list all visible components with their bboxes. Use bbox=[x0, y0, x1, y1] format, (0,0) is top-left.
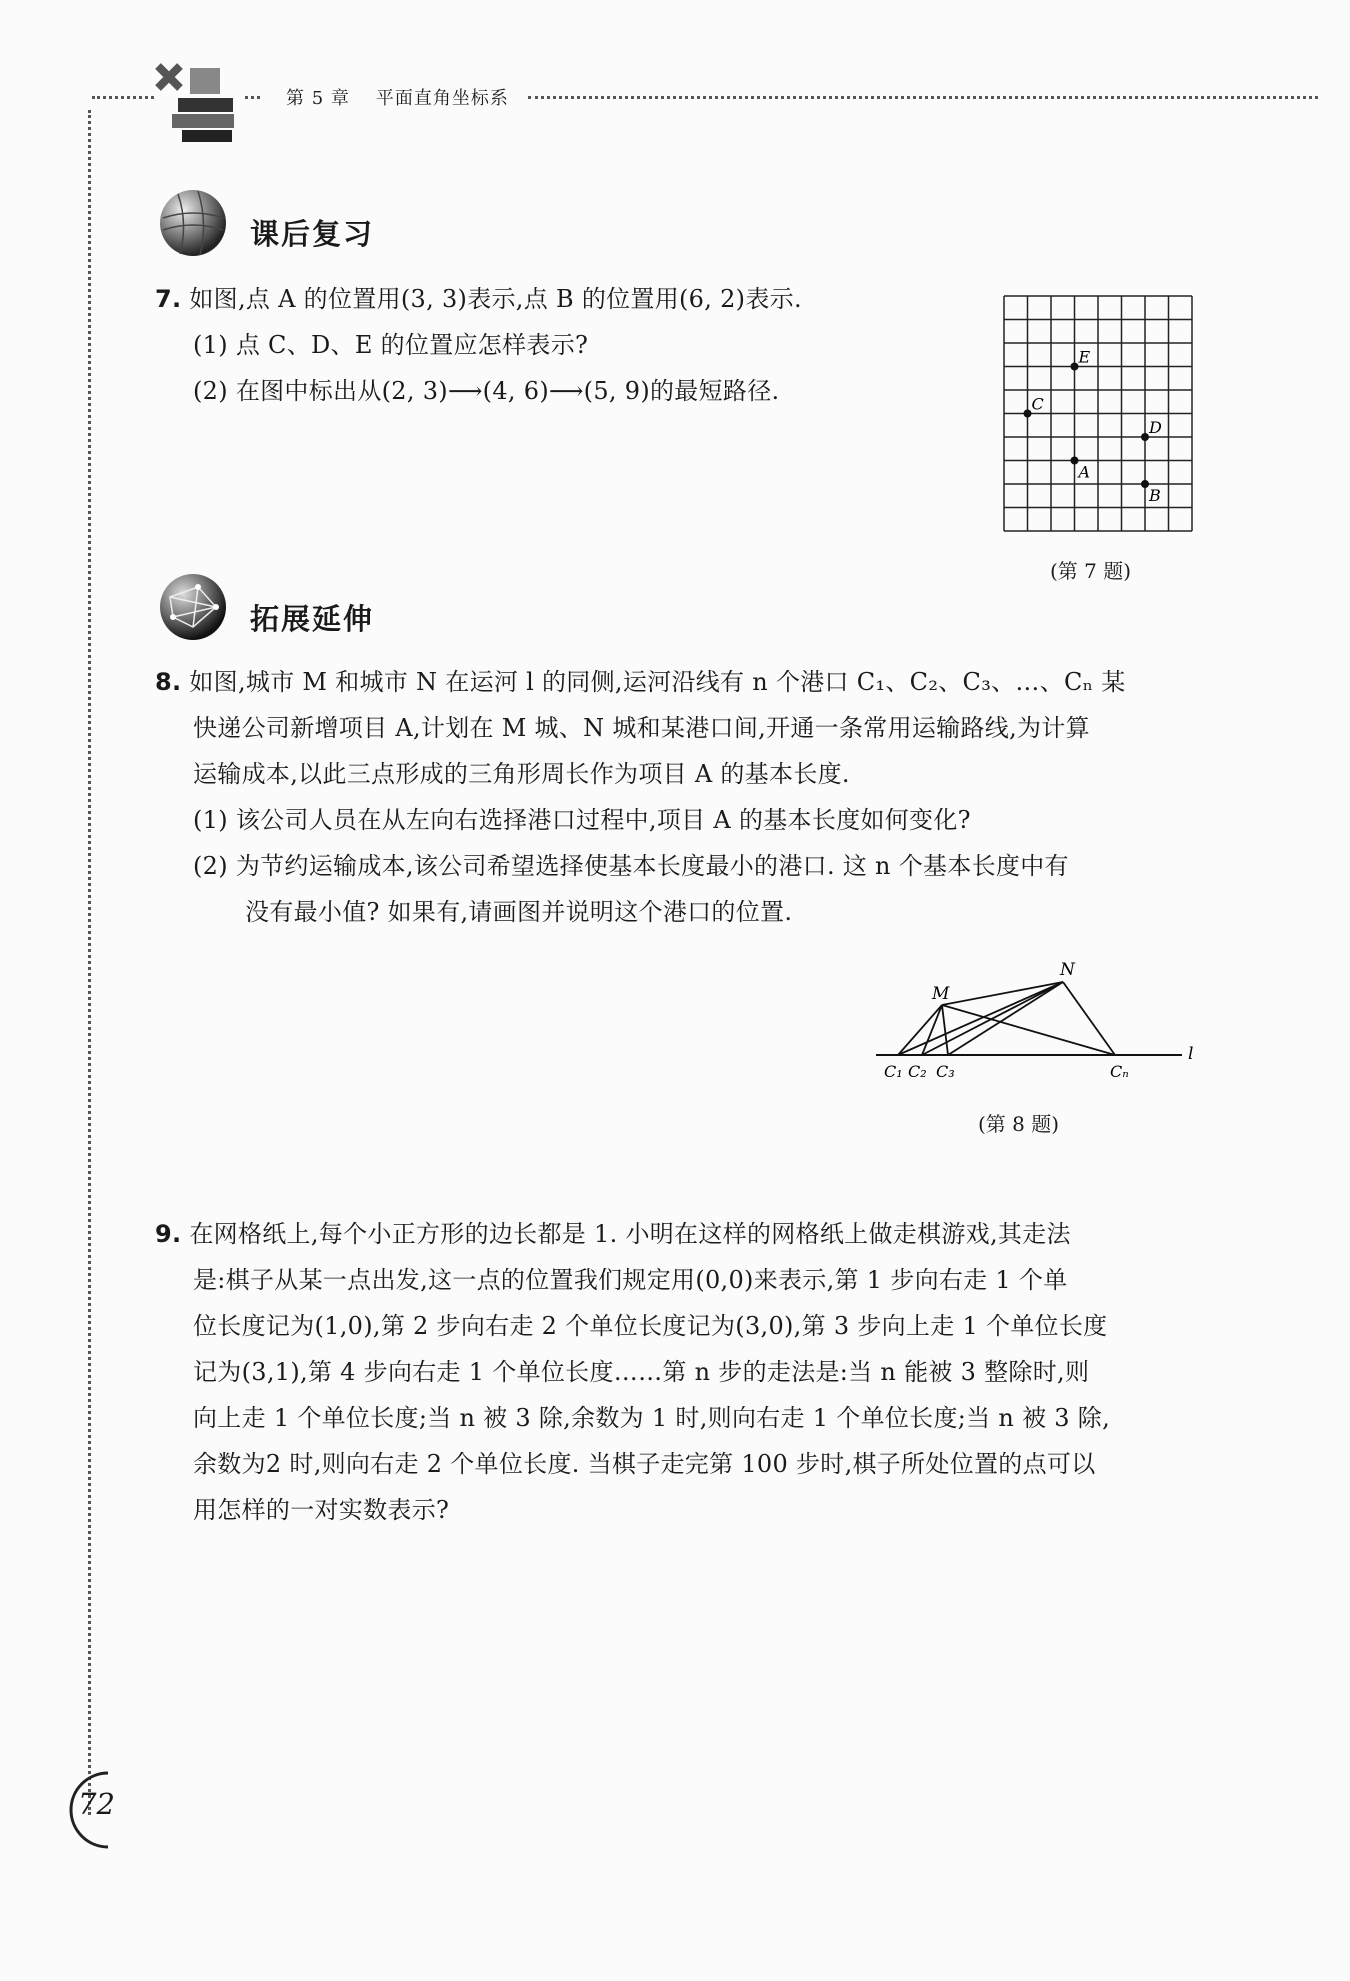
grid-point-label-D: D bbox=[1149, 418, 1162, 437]
q8-line-6: 没有最小值? 如果有,请画图并说明这个港口的位置. bbox=[245, 898, 793, 926]
chapter-logo-icon bbox=[150, 58, 245, 148]
q7-line-2: (1) 点 C、D、E 的位置应怎样表示? bbox=[193, 331, 589, 359]
q7-line-1 bbox=[155, 282, 802, 316]
q9-line-7: 用怎样的一对实数表示? bbox=[193, 1496, 450, 1524]
q8-line-4: (1) 该公司人员在从左向右选择港口过程中,项目 A 的基本长度如何变化? bbox=[193, 806, 971, 834]
grid-point-E bbox=[1071, 363, 1079, 371]
q7-caption: (第 7 题) bbox=[1050, 559, 1132, 583]
q9-line-2: 是:棋子从某一点出发,这一点的位置我们规定用(0,0)来表示,第 1 步向右走 1 个单 bbox=[193, 1266, 1068, 1294]
chapter-title: 平面直角坐标系 bbox=[375, 88, 509, 109]
q9-line-6: 余数为2 时,则向右走 2 个单位长度. 当棋子走完第 100 步时,棋子所处位置的点可以 bbox=[193, 1450, 1096, 1478]
q8-line-5: (2) 为节约运输成本,该公司希望选择使基本长度最小的港口. 这 n 个基本长度中有 bbox=[193, 852, 1069, 880]
grid-point-A bbox=[1071, 457, 1079, 465]
q8-caption: (第 8 题) bbox=[978, 1112, 1060, 1136]
q7-text: 如图,点 A 的位置用(3, 3)表示,点 B 的位置用(6, 2)表示. bbox=[189, 285, 802, 313]
q8-text-1: 如图,城市 M 和城市 N 在运河 l 的同侧,运河沿线有 n 个港口 C₁、C₂、C₃、…、Cₙ 某 bbox=[189, 668, 1126, 696]
route-lines bbox=[898, 982, 1115, 1055]
q9-text-1: 在网格纸上,每个小正方形的边长都是 1. 小明在这样的网格纸上做走棋游戏,其走法 bbox=[189, 1220, 1071, 1248]
q8-number: 8. bbox=[155, 668, 182, 696]
label-cn: Cₙ bbox=[1110, 1062, 1129, 1081]
q9-line-3: 位长度记为(1,0),第 2 步向右走 2 个单位长度记为(3,0),第 3 步向上走 1 个单位长度 bbox=[193, 1312, 1108, 1340]
q9-number: 9. bbox=[155, 1220, 182, 1248]
chapter-label: 第 5 章 bbox=[286, 88, 350, 109]
running-header bbox=[286, 84, 509, 110]
margin-rule bbox=[88, 110, 91, 1815]
q9-line-1 bbox=[155, 1217, 1071, 1251]
grid-point-label-E: E bbox=[1078, 347, 1091, 367]
label-N: N bbox=[1060, 960, 1075, 980]
q8-line-1 bbox=[155, 665, 1126, 699]
grid-point-C bbox=[1024, 410, 1032, 418]
header-dots bbox=[245, 96, 260, 99]
page-number: 72 bbox=[78, 1787, 115, 1821]
q7-grid-figure bbox=[1000, 292, 1200, 538]
q8-canal-figure bbox=[870, 955, 1200, 1095]
globe-icon bbox=[158, 188, 228, 258]
q7-number: 7. bbox=[155, 285, 182, 313]
network-globe-icon bbox=[158, 572, 228, 642]
grid-point-D bbox=[1141, 433, 1149, 441]
grid-point-label-B: B bbox=[1149, 486, 1161, 505]
grid-point-label-C: C bbox=[1031, 394, 1044, 414]
q7-line-3: (2) 在图中标出从(2, 3)⟶(4, 6)⟶(5, 9)的最短路径. bbox=[193, 377, 780, 405]
label-c1: C₁ bbox=[884, 1062, 903, 1081]
grid-point-B bbox=[1141, 480, 1149, 488]
header-rule-left bbox=[92, 96, 154, 99]
header-rule-right bbox=[528, 96, 1318, 99]
grid-point-label-A: A bbox=[1078, 462, 1091, 482]
q9-line-5: 向上走 1 个单位长度;当 n 被 3 除,余数为 1 时,则向右走 1 个单位长度;当 n 被 3 除, bbox=[193, 1404, 1111, 1432]
section-title-review: 课后复习 bbox=[250, 217, 375, 251]
label-l: l bbox=[1188, 1044, 1194, 1064]
q8-line-3: 运输成本,以此三点形成的三角形周长作为项目 A 的基本长度. bbox=[193, 760, 850, 788]
label-c2: C₂ bbox=[908, 1062, 927, 1081]
label-M: M bbox=[932, 984, 950, 1004]
label-c3: C₃ bbox=[936, 1062, 955, 1081]
q9-line-4: 记为(3,1),第 4 步向右走 1 个单位长度……第 n 步的走法是:当 n 能被 3 整除时,则 bbox=[193, 1358, 1090, 1386]
q8-line-2: 快递公司新增项目 A,计划在 M 城、N 城和某港口间,开通一条常用运输路线,为计算 bbox=[193, 714, 1090, 742]
section-title-extension: 拓展延伸 bbox=[250, 602, 375, 636]
